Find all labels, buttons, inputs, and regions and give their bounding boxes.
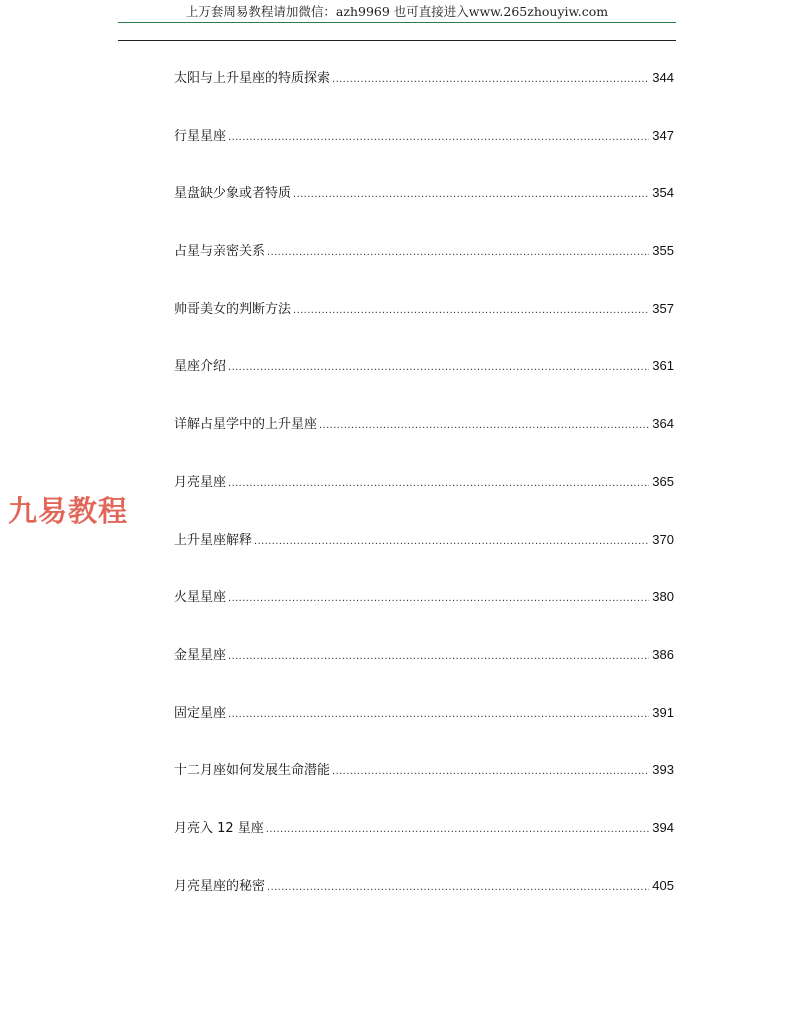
toc-leader-dots [228, 357, 649, 377]
table-of-contents [174, 68, 674, 933]
toc-leader-dots [266, 819, 649, 839]
toc-entry-page: 386 [652, 646, 674, 662]
toc-entry-title: 占星与亲密关系 [174, 244, 266, 260]
toc-entry-title: 月亮星座 [174, 474, 227, 490]
toc-entry[interactable] [174, 876, 674, 934]
toc-leader-dots [254, 531, 649, 551]
toc-entry[interactable] [174, 68, 674, 126]
toc-entry-title: 金星星座 [174, 647, 227, 663]
toc-leader-dots [332, 69, 649, 89]
toc-leader-dots [228, 704, 649, 724]
toc-entry[interactable] [174, 703, 674, 761]
toc-entry-page: 370 [652, 531, 674, 547]
toc-leader-dots [293, 300, 649, 320]
header-rule-top [118, 22, 676, 23]
toc-entry[interactable] [174, 183, 674, 241]
page-header: 上万套周易教程请加微信：azh9969 也可直接进入www.265zhouyiw.com [185, 4, 609, 19]
toc-leader-dots [228, 588, 649, 608]
header-rule-bottom [118, 40, 676, 41]
toc-entry[interactable] [174, 587, 674, 645]
toc-entry-page: 405 [652, 877, 674, 893]
toc-leader-dots [267, 877, 649, 897]
toc-entry[interactable] [174, 126, 674, 184]
toc-entry-title: 固定星座 [174, 705, 227, 721]
toc-entry[interactable] [174, 645, 674, 703]
toc-entry-page: 364 [652, 416, 674, 432]
toc-leader-dots [319, 415, 649, 435]
toc-leader-dots [293, 184, 649, 204]
watermark-logo: 九易教程 [8, 494, 129, 528]
toc-entry-title: 月亮星座的秘密 [174, 878, 266, 894]
toc-leader-dots [228, 646, 649, 666]
toc-entry[interactable] [174, 818, 674, 876]
toc-entry-page: 394 [652, 819, 674, 835]
toc-entry-page: 357 [652, 300, 674, 316]
toc-leader-dots [228, 473, 649, 493]
toc-entry[interactable] [174, 299, 674, 357]
toc-leader-dots [332, 761, 649, 781]
toc-entry[interactable] [174, 760, 674, 818]
toc-entry-page: 365 [652, 473, 674, 489]
toc-entry-title: 星盘缺少象或者特质 [174, 186, 292, 202]
toc-leader-dots [267, 242, 649, 262]
toc-leader-dots [228, 127, 649, 147]
toc-entry-title: 行星星座 [174, 128, 227, 144]
toc-entry[interactable] [174, 472, 674, 530]
toc-entry-page: 361 [652, 358, 674, 374]
toc-entry-page: 347 [652, 127, 674, 143]
toc-entry-title: 火星星座 [174, 590, 227, 606]
toc-entry-title: 星座介绍 [174, 359, 227, 375]
toc-entry-page: 354 [652, 185, 674, 201]
toc-entry-page: 355 [652, 243, 674, 259]
toc-entry[interactable] [174, 356, 674, 414]
toc-entry-title: 详解占星学中的上升星座 [174, 417, 318, 433]
toc-entry-page: 344 [652, 70, 674, 85]
toc-entry[interactable] [174, 530, 674, 588]
toc-entry-page: 391 [652, 704, 674, 720]
toc-entry[interactable] [174, 414, 674, 472]
toc-entry-title: 月亮入 12 星座 [174, 820, 264, 836]
toc-entry-title: 太阳与上升星座的特质探索 [174, 71, 331, 86]
toc-entry-page: 393 [652, 762, 674, 778]
toc-entry-page: 380 [652, 589, 674, 605]
toc-entry[interactable] [174, 241, 674, 299]
toc-entry-title: 帅哥美女的判断方法 [174, 301, 292, 317]
toc-entry-title: 十二月座如何发展生命潜能 [174, 763, 331, 779]
toc-entry-title: 上升星座解释 [174, 532, 253, 548]
